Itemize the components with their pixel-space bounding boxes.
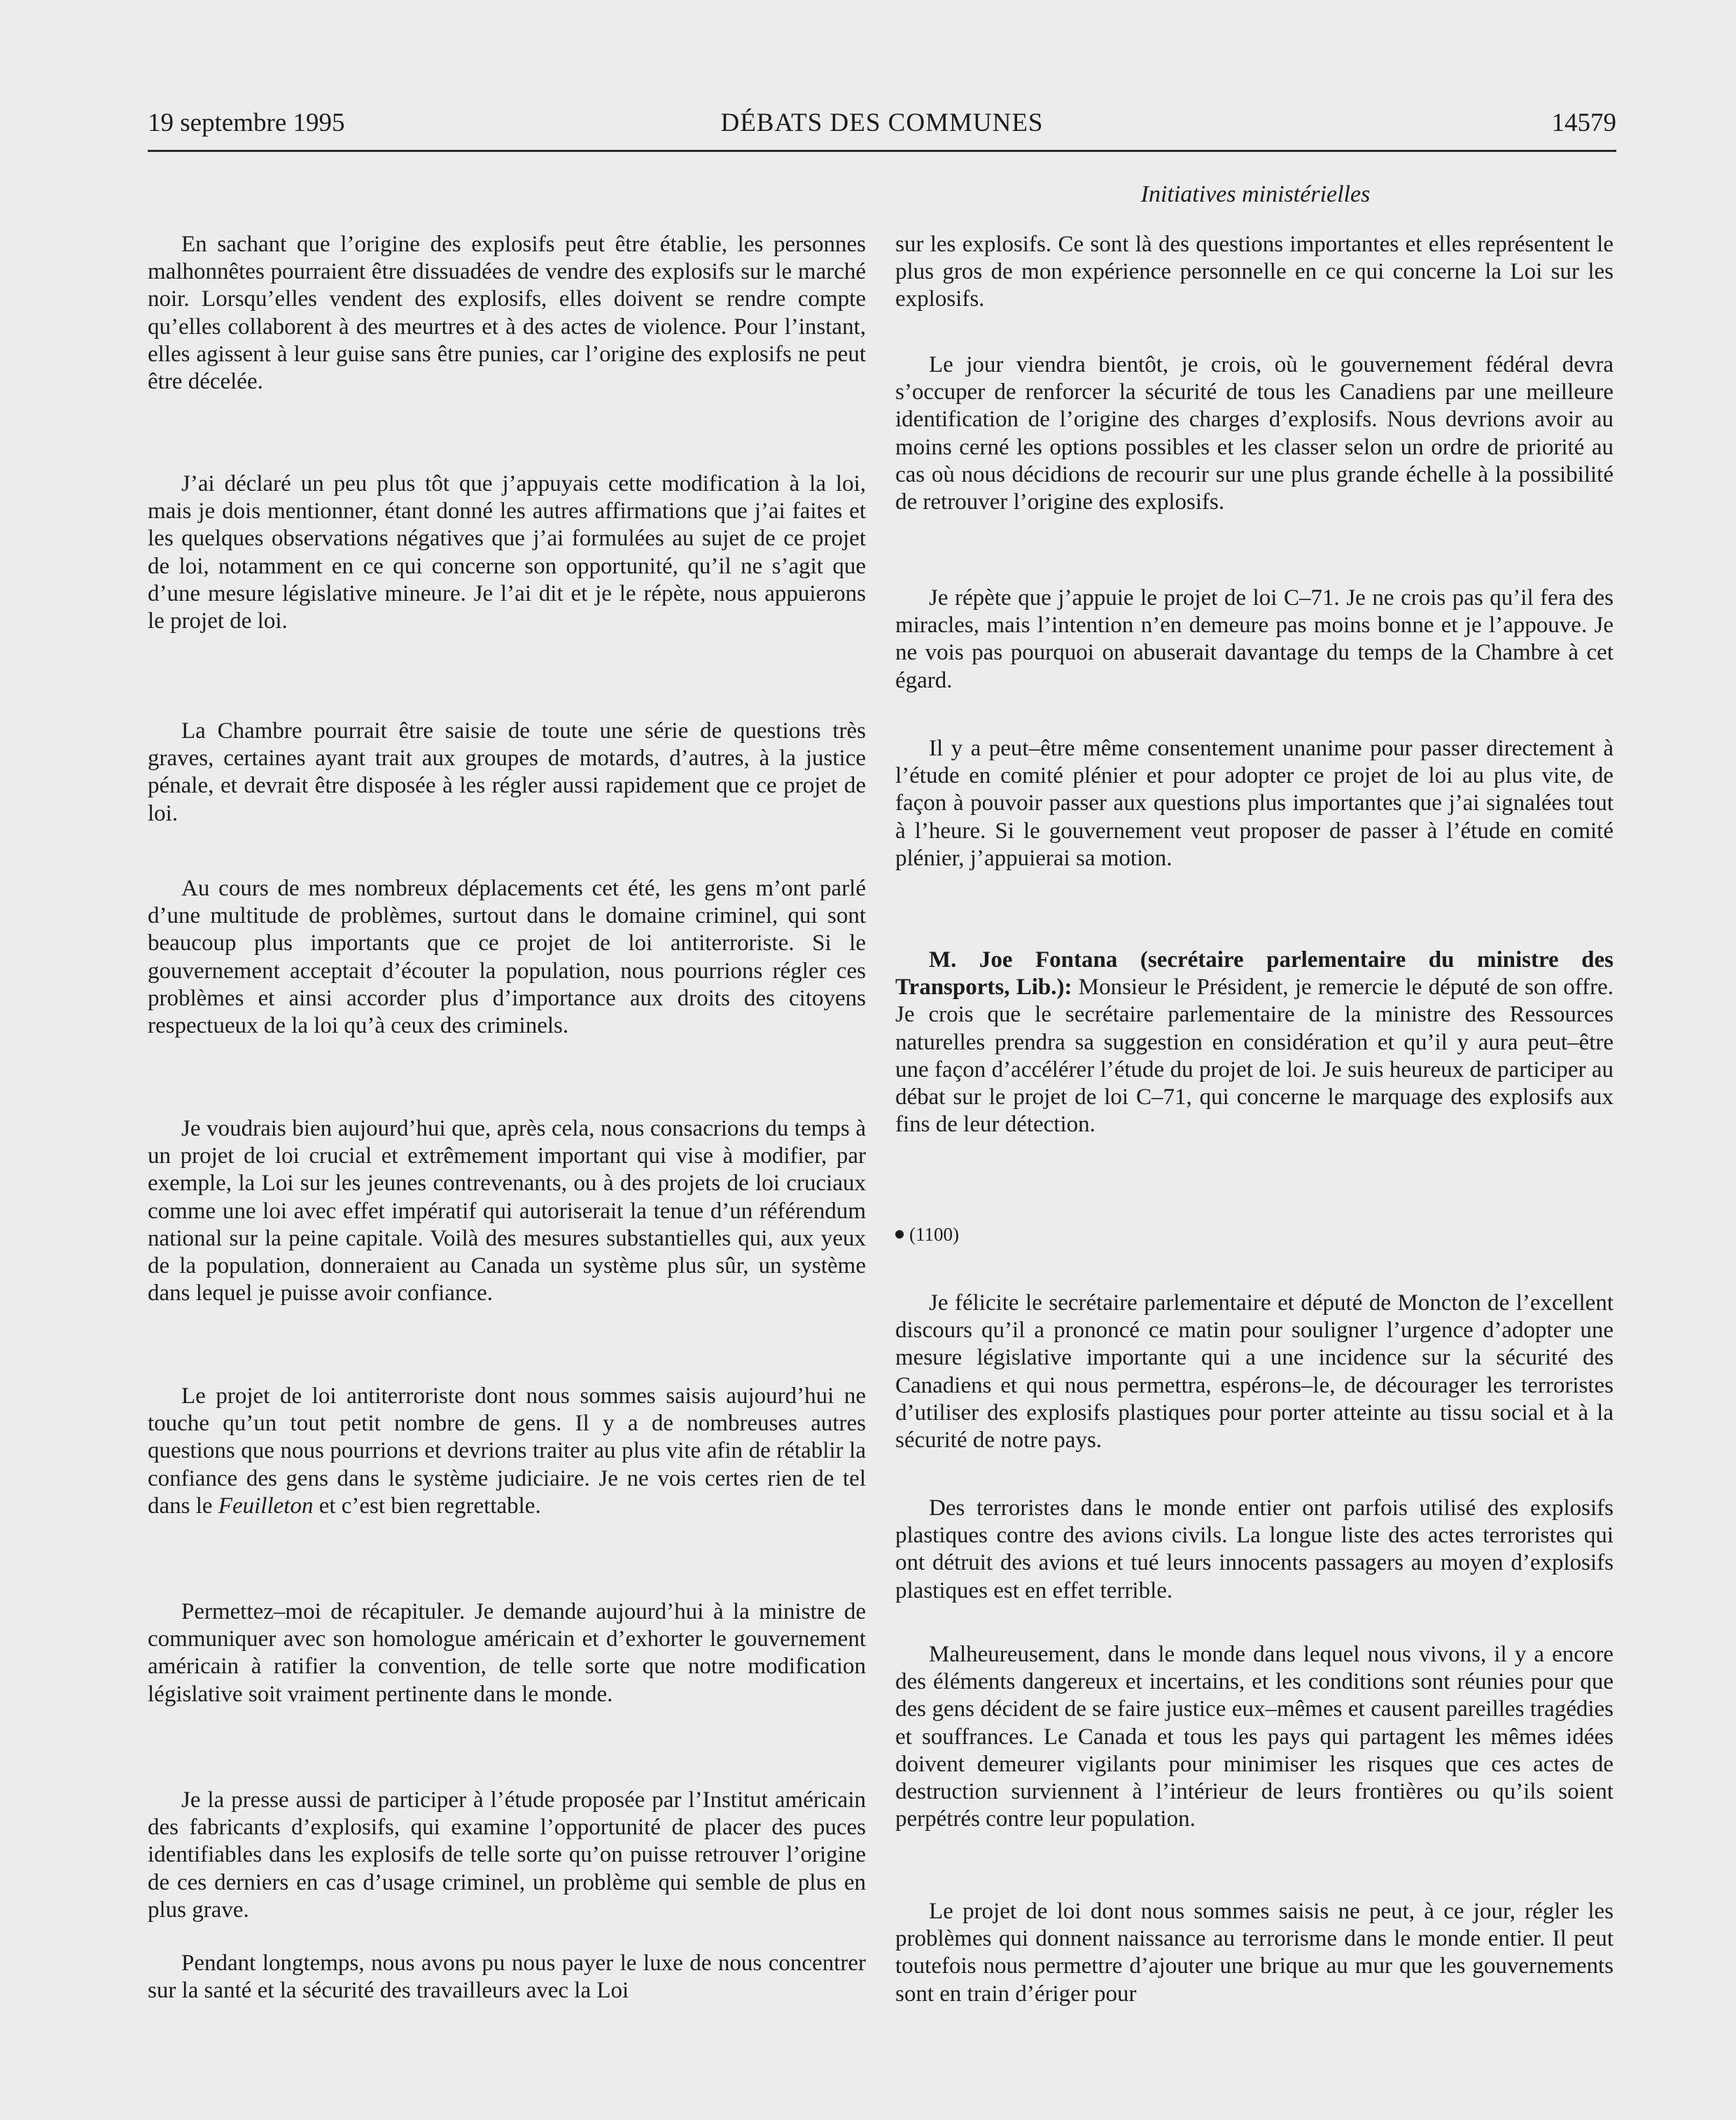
paragraph: La Chambre pourrait être saisie de toute une série de questions très graves, certaines ayant trait aux groupes de motards, d’autres, à la justice pénale, et devrait être disposée à les régler aussi rapidement que ce projet de loi. (148, 718, 866, 826)
feuilleton-title: Feuilleton (218, 1493, 314, 1519)
paragraph: Permettez–moi de récapituler. Je demande aujourd’hui à la ministre de communiquer avec son homologue américain et d’exhorter le gouvernement américain à ratifier la convention, de telle sorte que notre modification législative soit vraiment pertinente dans le monde. (148, 1599, 866, 1707)
paragraph-text: Monsieur le Président, je remercie le député de son offre. Je crois que le secrétaire parlementaire de la ministre des Ressources naturelles prendra sa suggestion en considération et qu’il y aura peut–être une façon d’accélérer l’étude du projet de loi. Je suis heureux de participer au débat sur le projet de loi C–71, qui concerne le marquage des explosifs aux fins de leur détection. (895, 975, 1614, 1138)
header-title: DÉBATS DES COMMUNES (720, 109, 1044, 137)
paragraph: Le jour viendra bientôt, je crois, où le gouvernement fédéral devra s’occuper de renforcer la sécurité de tous les Canadiens par une meilleure identification de l’origine des charges d’explosifs. Nous devrions avoir au moins cerné les options possibles et les classer selon un ordre de priorité au cas où nous décidions de recourir sur une plus grande échelle à la possibilité de retrouver l’origine des explosifs. (895, 352, 1614, 515)
paragraph: Le projet de loi dont nous sommes saisis ne peut, à ce jour, régler les problèmes qui donnent naissance au terrorisme dans le monde entier. Il peut toutefois nous permettre d’ajouter une brique au mur que les gouvernements sont en train d’ériger pour (895, 1899, 1614, 2007)
paragraph: sur les explosifs. Ce sont là des questions importantes et elles représentent le plus gros de mon expérience personnelle en ce qui concerne la Loi sur les explosifs. (895, 232, 1614, 312)
paragraph: Je voudrais bien aujourd’hui que, après cela, nous consacrions du temps à un projet de loi crucial et extrêmement important qui vise à modifier, par exemple, la Loi sur les jeunes contrevenants, ou à des projets de loi cruciaux comme une loi avec effet impératif qui autoriserait la tenue d’un référendum national sur la peine capitale. Voilà des mesures substantielles qui, aux yeux de la population, donneraient au Canada un système plus sûr, un système dans lequel je puisse avoir confiance. (148, 1116, 866, 1306)
paragraph: J’ai déclaré un peu plus tôt que j’appuyais cette modification à la loi, mais je dois mentionner, étant donné les autres affirmations que j’ai faites et les quelques observations négatives que j’ai formulées au sujet de ce projet de loi, notamment en ce qui concerne son opportunité, qu’il ne s’agit que d’une mesure législative mineure. Je l’ai dit et je le répète, nous appuierons le projet de loi. (148, 471, 866, 634)
paragraph: Je répète que j’appuie le projet de loi C–71. Je ne crois pas qu’il fera des miracles, mais l’intention n’en demeure pas moins bonne et je l’appouve. Je ne vois pas pourquoi on abuserait davantage du temps de la Chambre à cet égard. (895, 585, 1614, 693)
page-number: 14579 (1551, 109, 1616, 137)
running-header (148, 104, 1616, 143)
paragraph: Des terroristes dans le monde entier ont parfois utilisé des explosifs plastiques contre des avions civils. La longue liste des actes terroristes qui ont détruit des avions et tué leurs innocents passagers au moyen d’explosifs plastiques est en effet terrible. (895, 1495, 1614, 1603)
header-rule (148, 150, 1616, 152)
paragraph: Je félicite le secrétaire parlementaire et député de Moncton de l’excellent discours qu’il a prononcé ce matin pour souligner l’urgence d’adopter une mesure législative importante qui a une incidence sur la sécurité des Canadiens et qui nous permettra, espérons–le, de décourager les terroristes d’utiliser des explosifs plastiques pour porter atteinte au tissu social et à la sécurité de notre pays. (895, 1290, 1614, 1453)
speaker-name: M. Joe Fontana (secrétaire parlementaire du ministre des Transports, Lib.): (895, 947, 1614, 1000)
paragraph: En sachant que l’origine des explosifs peut être établie, les personnes malhonnêtes pourraient être dissuadées de vendre des explosifs sur le marché noir. Lorsqu’elles vendent des explosifs, elles doivent se rendre compte qu’elles collaborent à des meurtres et à des actes de violence. Pour l’instant, elles agissent à leur guise sans être punies, car l’origine des explosifs ne peut être décelée. (148, 232, 866, 395)
paragraph-text: et c’est bien regrettable. (313, 1493, 541, 1519)
paragraph: Je la presse aussi de participer à l’étude proposée par l’Institut américain des fabricants d’explosifs, qui examine l’opportunité de placer des puces identifiables dans les explosifs de telle sorte qu’on puisse retrouver l’origine de ces derniers en cas d’usage criminel, un problème qui semble de plus en plus grave. (148, 1787, 866, 1923)
time-marker-label: (1100) (909, 1224, 959, 1245)
paragraph: Au cours de mes nombreux déplacements cet été, les gens m’ont parlé d’une multitude de problèmes, surtout dans le domaine criminel, qui sont beaucoup plus importants que ce projet de loi antiterroriste. Si le gouvernement acceptait d’écouter la population, nous pourrions régler ces problèmes et ainsi accorder plus d’importance aux droits des citoyens respectueux de la loi qu’à ceux des criminels. (148, 876, 866, 1039)
paragraph (148, 1383, 866, 1520)
speech-paragraph (895, 947, 1614, 1138)
time-marker (895, 1220, 959, 1248)
paragraph: Pendant longtemps, nous avons pu nous payer le luxe de nous concentrer sur la santé et la sécurité des travailleurs avec la Loi (148, 1951, 866, 2004)
paragraph-text: Le projet de loi antiterroriste dont nous sommes saisis aujourd’hui ne touche qu’un tout petit nombre de gens. Il y a de nombreuses autres questions que nous pourrions et devrions traiter au plus vite afin de rétablir la confiance des gens dans le système judiciaire. Je ne vois certes rien de tel dans le (148, 1383, 866, 1519)
section-label: Initiatives ministérielles (1140, 181, 1371, 207)
header-date: 19 septembre 1995 (148, 109, 345, 137)
bullet-icon (895, 1230, 904, 1239)
paragraph: Il y a peut–être même consentement unanime pour passer directement à l’étude en comité plénier et pour adopter ce projet de loi au plus vite, de façon à pouvoir passer aux questions plus importantes que j’ai signalées tout à l’heure. Si le gouvernement veut proposer de passer à l’étude en comité plénier, j’appuierai sa motion. (895, 736, 1614, 871)
paragraph: Malheureusement, dans le monde dans lequel nous vivons, il y a encore des éléments dangereux et incertains, et les conditions sont réunies pour que des gens décident de se faire justice eux–mêmes et causent pareilles tragédies et souffrances. Le Canada et tous les pays qui partagent les mêmes idées doivent demeurer vigilants pour minimiser les risques que ces actes de destruction surviennent à l’intérieur de leurs frontières ou qu’ils soient perpétrés contre leur population. (895, 1642, 1614, 1832)
